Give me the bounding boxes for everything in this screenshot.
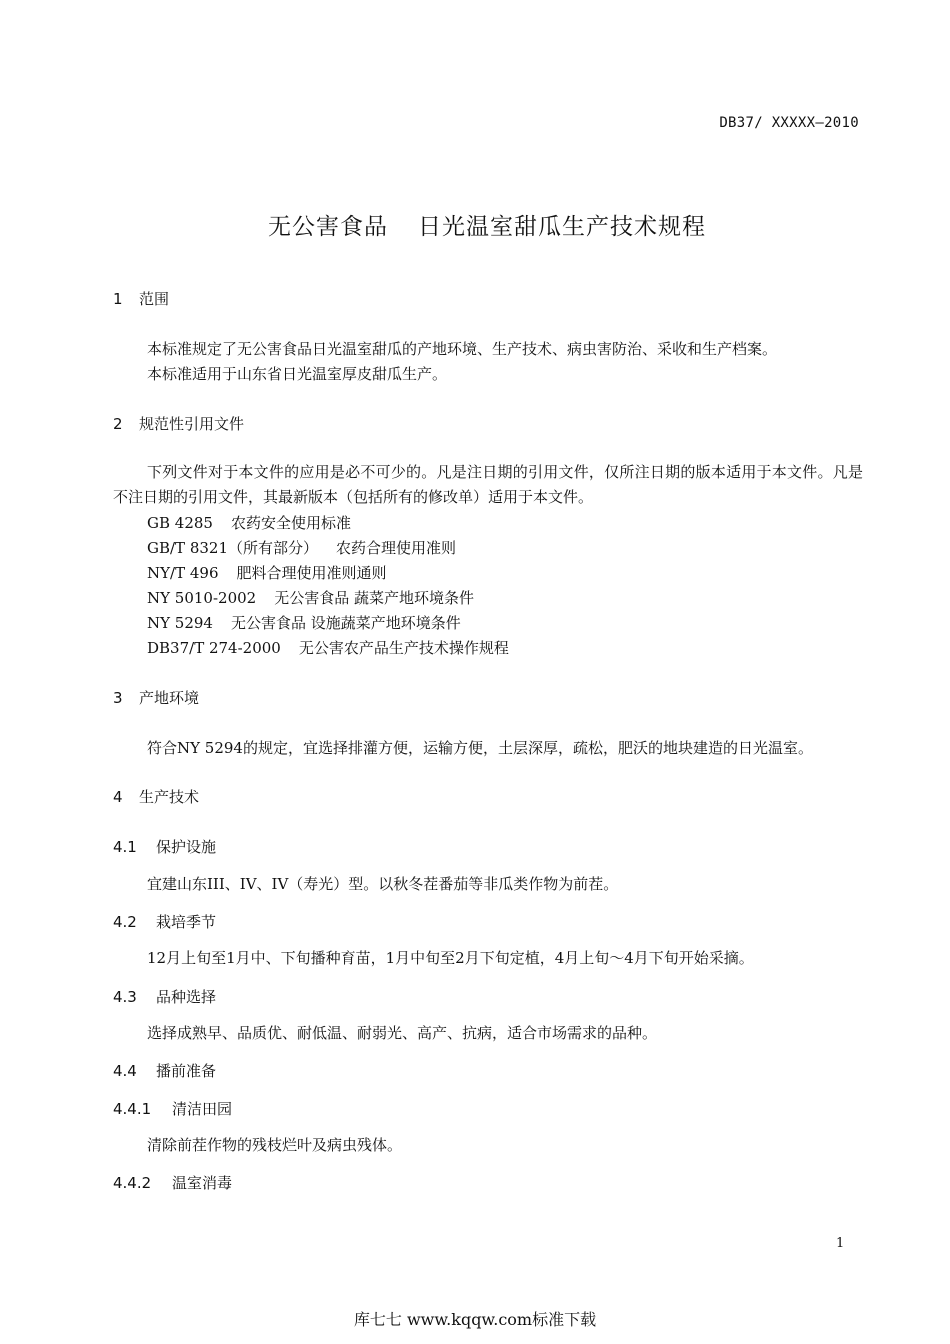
section-number: 3 [113,689,123,707]
section-3-paragraph: 符合NY 5294的规定，宜选择排灌方便，运输方便，土层深厚，疏松，肥沃的地块建造的日光温室。 [147,739,813,757]
title-part-1: 无公害食品 [268,214,388,240]
normative-reference [147,562,387,583]
reference-title: 农药安全使用标准 [230,514,351,532]
section-4-4-2-heading [113,1172,232,1193]
reference-title: 无公害农产品生产技术操作规程 [298,639,509,657]
section-number: 1 [113,290,123,308]
reference-code: NY 5294 [147,614,213,632]
document-title [0,208,950,241]
reference-code: NY 5010-2002 [147,589,257,607]
reference-code: GB 4285 [147,514,213,532]
section-4-3-paragraph: 选择成熟早、品质优、耐低温、耐弱光、高产、抗病，适合市场需求的品种。 [147,1024,658,1042]
section-number: 2 [113,415,123,433]
section-4-4-1-paragraph: 清除前茬作物的残枝烂叶及病虫残体。 [147,1136,403,1154]
section-4-1-heading [113,836,216,857]
reference-title: 无公害食品 蔬菜产地环境条件 [274,589,474,607]
section-4-3-heading [113,986,216,1007]
section-number: 4.4.1 [113,1100,152,1118]
section-title: 生产技术 [139,788,200,806]
section-number: 4.4.2 [113,1174,152,1192]
section-number: 4.1 [113,838,137,856]
section-title: 栽培季节 [156,913,217,931]
section-2-heading [113,413,244,434]
normative-reference [147,612,461,633]
title-part-2: 日光温室甜瓜生产技术规程 [418,214,706,240]
section-4-4-1-heading [113,1098,232,1119]
reference-title: 肥料合理使用准则通则 [236,564,387,582]
section-number: 4.2 [113,913,137,931]
section-title: 品种选择 [156,988,217,1006]
section-number: 4.3 [113,988,137,1006]
section-title: 规范性引用文件 [139,415,245,433]
section-number: 4.4 [113,1062,137,1080]
reference-code: GB/T 8321（所有部分） [147,539,319,557]
section-3-heading [113,687,199,708]
section-title: 播前准备 [156,1062,217,1080]
section-1-paragraph-2: 本标准适用于山东省日光温室厚皮甜瓜生产。 [147,365,448,383]
footer-watermark: 库七七 www.kqqw.com标准下载 [353,1310,597,1329]
page-number: 1 [836,1236,845,1251]
section-title: 温室消毒 [172,1174,233,1192]
reference-title: 农药合理使用准则 [336,539,457,557]
section-4-2-paragraph: 12月上旬至1月中、下旬播种育苗，1月中旬至2月下旬定植，4月上旬～4月下旬开始采摘。 [147,949,754,967]
section-4-heading [113,786,199,807]
normative-reference [147,587,474,608]
normative-reference [147,637,509,658]
section-title: 产地环境 [139,689,200,707]
section-2-paragraph: 下列文件对于本文件的应用是必不可少的。凡是注日期的引用文件，仅所注日期的版本适用于本文件。凡是不注日期的引用文件，其最新版本（包括所有的修改单）适用于本文件。 [113,463,863,506]
normative-reference [147,512,351,533]
reference-code: DB37/T 274-2000 [147,639,281,657]
reference-code: NY/T 496 [147,564,219,582]
section-4-4-heading [113,1060,216,1081]
section-4-2-heading [113,911,216,932]
section-title: 范围 [139,290,170,308]
normative-reference [147,537,456,558]
reference-title: 无公害食品 设施蔬菜产地环境条件 [230,614,461,632]
section-4-1-paragraph: 宜建山东III、IV、IV（寿光）型。以秋冬茬番茄等非瓜类作物为前茬。 [147,875,619,893]
section-1-heading [113,288,169,309]
standard-code: DB37/ XXXXX—2010 [719,115,859,131]
section-title: 清洁田园 [172,1100,233,1118]
section-1-paragraph-1: 本标准规定了无公害食品日光温室甜瓜的产地环境、生产技术、病虫害防治、采收和生产档案。 [147,340,778,358]
section-title: 保护设施 [156,838,217,856]
section-number: 4 [113,788,123,806]
